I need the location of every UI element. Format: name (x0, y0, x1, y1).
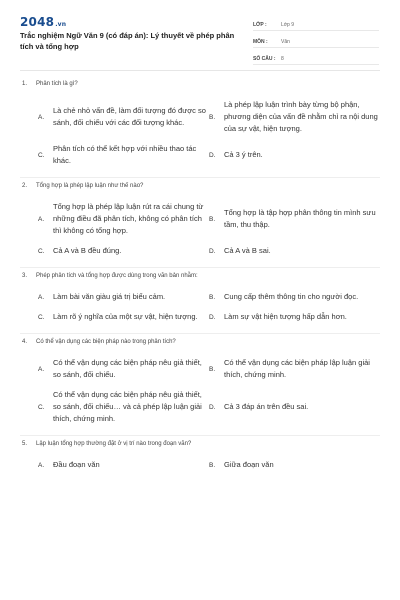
question-prompt: Phân tích là gì? (36, 81, 78, 87)
option-text: Là chẻ nhỏ vấn đề, làm đối tượng đó được so sánh, đối chiếu với các đối tượng khác. (53, 106, 206, 127)
answer-option-a[interactable] (38, 95, 209, 139)
option-letter: A. (38, 215, 45, 223)
option-letter: B. (209, 215, 216, 223)
answer-options (38, 353, 380, 429)
answer-option-b[interactable] (209, 455, 382, 475)
question-5 (20, 436, 380, 475)
question-text (20, 436, 380, 449)
option-letter: A. (38, 113, 45, 121)
option-text: Giữa đoạn văn (224, 460, 274, 469)
logo-suffix: .vn (55, 21, 67, 28)
meta-row-subject (253, 31, 379, 48)
question-text (20, 178, 380, 191)
answer-options (38, 287, 380, 327)
question-number: 2. (22, 183, 28, 189)
answer-option-d[interactable] (209, 241, 382, 261)
question-4 (20, 334, 380, 436)
option-letter: A. (38, 461, 45, 469)
option-letter: C. (38, 403, 45, 411)
answer-option-a[interactable] (38, 353, 209, 385)
meta-row-class (253, 14, 379, 31)
option-text: Cung cấp thêm thông tin cho người đọc. (224, 292, 359, 301)
answer-option-c[interactable] (38, 139, 209, 171)
option-text: Có thể vận dụng các biện pháp lập luận giải thích, chứng minh. (224, 358, 370, 379)
meta-label: MÔN : (253, 39, 268, 45)
answer-option-b[interactable] (209, 95, 382, 139)
quiz-meta (253, 14, 379, 65)
meta-value: Văn (281, 39, 290, 45)
answer-option-a[interactable] (38, 197, 209, 241)
option-letter: B. (209, 365, 216, 373)
question-3 (20, 268, 380, 334)
question-text (20, 76, 380, 89)
option-letter: C. (38, 151, 45, 159)
meta-row-count (253, 48, 379, 65)
logo-text: 2048 (20, 15, 55, 29)
question-text (20, 268, 380, 281)
question-number: 4. (22, 339, 28, 345)
option-text: Là phép lập luận trình bày từng bộ phận, phương diện của vấn đề nhằm chỉ ra nội dung của sự vật, hiện tượng. (224, 100, 378, 133)
question-1 (20, 76, 380, 178)
option-text: Phân tích có thể kết hợp với nhiều thao tác khác. (53, 144, 197, 165)
option-text: Có thể vận dụng các biện pháp nêu giả thiết, so sánh, đối chiếu. (53, 358, 202, 379)
question-2 (20, 178, 380, 268)
meta-value: Lớp 9 (281, 22, 295, 28)
answer-option-c[interactable] (38, 307, 209, 327)
answer-option-b[interactable] (209, 353, 382, 385)
question-number: 5. (22, 441, 28, 447)
option-letter: B. (209, 113, 216, 121)
answer-option-b[interactable] (209, 197, 382, 241)
answer-option-a[interactable] (38, 287, 209, 307)
answer-option-c[interactable] (38, 385, 209, 429)
option-text: Có thể vận dụng các biện pháp nêu giả thiết, so sánh, đối chiếu… và cả phép lập luận giải thích, chứng minh. (53, 390, 202, 423)
question-text (20, 334, 380, 347)
answer-options (38, 95, 380, 171)
question-prompt: Phép phân tích và tổng hợp được dùng trong văn bản nhằm: (36, 273, 198, 279)
option-text: Làm sự vật hiện tượng hấp dẫn hơn. (224, 312, 347, 321)
option-text: Tổng hợp là phép lập luận rút ra cái chung từ những điều đã phân tích, không có phân tích thì không có tổng hợp. (53, 202, 204, 235)
option-letter: B. (209, 461, 216, 469)
option-letter: A. (38, 365, 45, 373)
meta-value: 8 (281, 56, 284, 62)
option-letter: A. (38, 293, 45, 301)
answer-option-c[interactable] (38, 241, 209, 261)
option-letter: D. (209, 151, 216, 159)
answer-option-b[interactable] (209, 287, 382, 307)
option-letter: B. (209, 293, 216, 301)
meta-label: LỚP : (253, 22, 267, 28)
option-text: Cả 3 ý trên. (224, 150, 263, 159)
site-logo[interactable] (20, 15, 66, 29)
option-letter: D. (209, 313, 216, 321)
question-prompt: Lập luận tổng hợp thường đặt ở vị trí nào trong đoạn văn? (36, 441, 192, 447)
option-text: Cả A và B sai. (224, 246, 271, 255)
answer-option-d[interactable] (209, 307, 382, 327)
answer-option-a[interactable] (38, 455, 209, 475)
option-text: Làm bài văn giàu giá trị biểu cảm. (53, 292, 166, 301)
option-text: Tổng hợp là tập hợp phân thông tin mình sưu tầm, thu thập. (224, 208, 376, 229)
header-divider (20, 70, 380, 71)
page-title: Trắc nghiệm Ngữ Văn 9 (có đáp án): Lý thuyết về phép phân tích và tổng hợp (20, 31, 235, 51)
answer-options (38, 455, 380, 475)
question-prompt: Tổng hợp là phép lập luận như thế nào? (36, 183, 144, 189)
option-letter: C. (38, 313, 45, 321)
question-list (20, 76, 380, 475)
option-text: Làm rõ ý nghĩa của một sự vật, hiện tượng. (53, 312, 198, 321)
option-text: Cả A và B đều đúng. (53, 246, 122, 255)
question-prompt: Có thể vận dụng các biện pháp nào trong phân tích? (36, 339, 176, 345)
option-text: Đầu đoạn văn (53, 460, 100, 469)
meta-label: SỐ CÂU : (253, 56, 276, 62)
question-number: 3. (22, 273, 28, 279)
answer-option-d[interactable] (209, 385, 382, 429)
page-header (0, 0, 400, 70)
option-text: Cả 3 đáp án trên đều sai. (224, 402, 309, 411)
option-letter: D. (209, 247, 216, 255)
answer-option-d[interactable] (209, 139, 382, 171)
answer-options (38, 197, 380, 261)
option-letter: D. (209, 403, 216, 411)
option-letter: C. (38, 247, 45, 255)
question-number: 1. (22, 81, 28, 87)
